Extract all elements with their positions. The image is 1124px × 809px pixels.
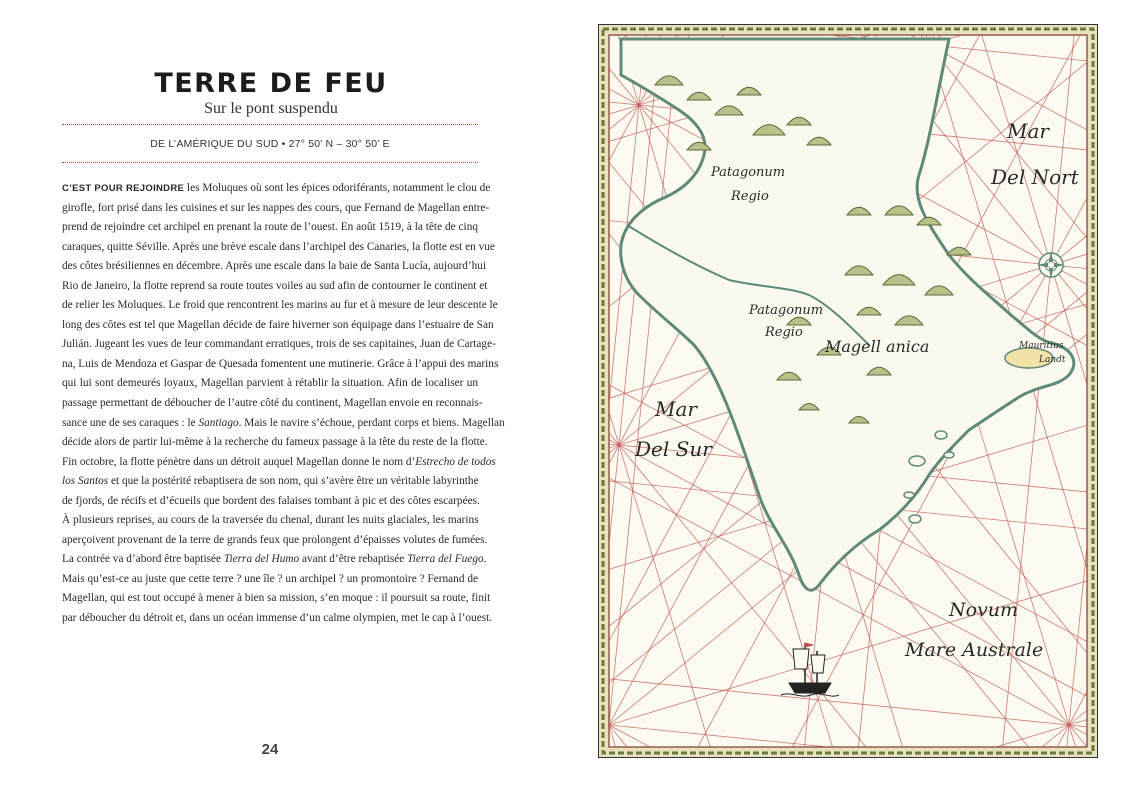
left-page xyxy=(0,0,540,809)
divider xyxy=(62,124,478,125)
island xyxy=(909,456,925,466)
body-line xyxy=(62,238,495,258)
page-number: 24 xyxy=(261,741,279,758)
text-run: de relier les Moluques. Le froid que rencontrent les marins au fur et à mesure de leur descente le xyxy=(62,299,498,312)
body-line xyxy=(62,316,494,336)
body-line xyxy=(62,199,490,219)
text-run: Julián. Jugeant les vues de leur commandant erratiques, trois de ses capitaines, Juan de Cartage- xyxy=(62,338,496,351)
map-label-mar-del-sur: Del Sur xyxy=(635,437,712,461)
map-label-mare-australe: Mare Australe xyxy=(905,639,1044,661)
body-line xyxy=(62,414,505,434)
map-label-magellanica: Magell anica xyxy=(825,337,930,356)
text-run: par déboucher du détroit et, dans un océan immense d’un calme olympien, met le cap à l’ouest. xyxy=(62,612,493,625)
body-line xyxy=(62,179,491,199)
text-run: avant d’être rebaptisée xyxy=(299,553,408,566)
map-label-mauritius: Mauritius xyxy=(1019,341,1064,351)
map-label-regio: Regio xyxy=(765,325,803,340)
map-label-mar-del-nort: Mar xyxy=(1007,119,1049,143)
text-run: Santiago xyxy=(198,416,239,429)
text-run: À plusieurs reprises, au cours de la traversée du chenal, durant les nuits glaciales, les marins xyxy=(62,514,479,527)
text-run: sance une de ses caraques : le xyxy=(62,416,199,429)
text-run: de fjords, de récifs et d’écueils que bordent des falaises tombant à pic et des côtes escarpées. xyxy=(62,494,480,507)
coordinates-line: DE L’AMÉRIQUE DU SUD • 27° 50’ N – 30° 50’ E xyxy=(150,138,390,150)
text-run: qui lui sont demeurés loyaux, Magellan parvient à rétablir la situation. Afin de localiser un xyxy=(62,377,478,390)
body-line xyxy=(62,433,488,453)
text-run: La contrée va d’abord être baptisée xyxy=(62,553,224,566)
body-line xyxy=(62,335,496,355)
text-run: Tierra del Humo xyxy=(223,553,300,566)
text-run: passage permettant de déboucher de l’autre côté du continent, Magellan envoie en reconnais- xyxy=(62,397,483,410)
text-run: los Santos xyxy=(62,475,109,488)
body-line xyxy=(62,355,499,375)
text-run: des côtes brésiliennes en décembre. Après une escale dans la baie de Santa Lucía, aujourd’hui xyxy=(62,260,487,273)
body-line xyxy=(62,492,478,512)
text-run: Mais qu’est-ce au juste que cette terre ? une île ? un archipel ? un promontoire ? Fernand de xyxy=(62,572,478,585)
text-run: et que la postérité rebaptisera de son nom, qui s’avère être un véritable labyrinthe xyxy=(108,475,479,488)
text-run: . Mais le navire s’échoue, perdant corps et biens. Magellan xyxy=(238,416,505,429)
map-label-patagonum: Patagonum xyxy=(711,165,786,180)
body-line xyxy=(62,218,478,238)
body-line xyxy=(62,257,487,277)
lead-in: C’EST POUR REJOINDRE xyxy=(62,183,185,194)
map-label-regio: Regio xyxy=(731,189,769,204)
text-run: . xyxy=(483,553,487,566)
map-label-patagonum: Patagonum xyxy=(749,303,824,318)
text-run: Fin octobre, la flotte pénètre dans un détroit auquel Magellan donne le nom d’ xyxy=(62,455,416,468)
body-line xyxy=(62,374,478,394)
body-line xyxy=(62,472,478,492)
map-illustration xyxy=(598,24,1098,758)
body-text xyxy=(62,179,505,629)
body-line xyxy=(62,589,491,609)
body-line xyxy=(62,550,487,570)
body-line xyxy=(62,296,498,316)
text-run: Magellan, qui est tout occupé à mener à bien sa mission, s’en moque : il poursuit sa route, finit xyxy=(62,592,491,605)
body-line xyxy=(62,277,488,297)
body-line xyxy=(62,531,488,551)
map-label-novum: Novum xyxy=(949,599,1019,621)
body-line xyxy=(62,453,496,473)
text-run: girofle, fort prisé dans les cuisines et sur les nappes des cours, que Fernand de Magellan entre- xyxy=(62,201,490,214)
body-line xyxy=(62,609,493,629)
body-line xyxy=(62,570,478,590)
text-run: na, Luis de Mendoza et Gaspar de Quesada fomentent une mutinerie. Grâce à l’appui des marins xyxy=(62,357,499,370)
chapter-title: TERRE DE FEU xyxy=(154,68,388,99)
text-run: prend de rejoindre cet archipel en prenant la route de l’ouest. En août 1519, à la tête de cinq xyxy=(62,221,478,234)
body-line xyxy=(62,511,478,531)
text-run: aperçoivent provenant de la terre de grands feux que prolongent d’épaisses volutes de fumées. xyxy=(62,533,488,546)
island xyxy=(909,515,921,523)
chapter-subtitle: Sur le pont suspendu xyxy=(204,100,338,117)
text-run: les Moluques où sont les épices odoriférants, notamment le clou de xyxy=(184,182,491,194)
text-run: Tierra del Fuego xyxy=(407,553,484,566)
text-run: Estrecho de todos xyxy=(415,455,496,468)
map-label-mar-del-nort: Del Nort xyxy=(991,165,1079,189)
divider xyxy=(62,162,478,163)
island xyxy=(904,492,914,498)
text-run: Rio de Janeiro, la flotte reprend sa route toutes voiles au sud afin de contourner le continent et xyxy=(62,279,488,292)
text-run: long des côtes est tel que Magellan décide de faire hiverner son équipage dans l’estuaire de San xyxy=(62,318,494,331)
body-line xyxy=(62,394,483,414)
island xyxy=(944,452,954,458)
map-label-mar-del-sur: Mar xyxy=(655,397,697,421)
island xyxy=(935,431,947,439)
text-run: décide alors de partir lui-même à la recherche du fameux passage à la tête du reste de la flotte. xyxy=(62,436,488,449)
map-label-landt: Landt xyxy=(1039,355,1066,365)
text-run: caraques, quitte Séville. Après une brève escale dans l’archipel des Canaries, la flotte est en vue xyxy=(62,240,495,253)
